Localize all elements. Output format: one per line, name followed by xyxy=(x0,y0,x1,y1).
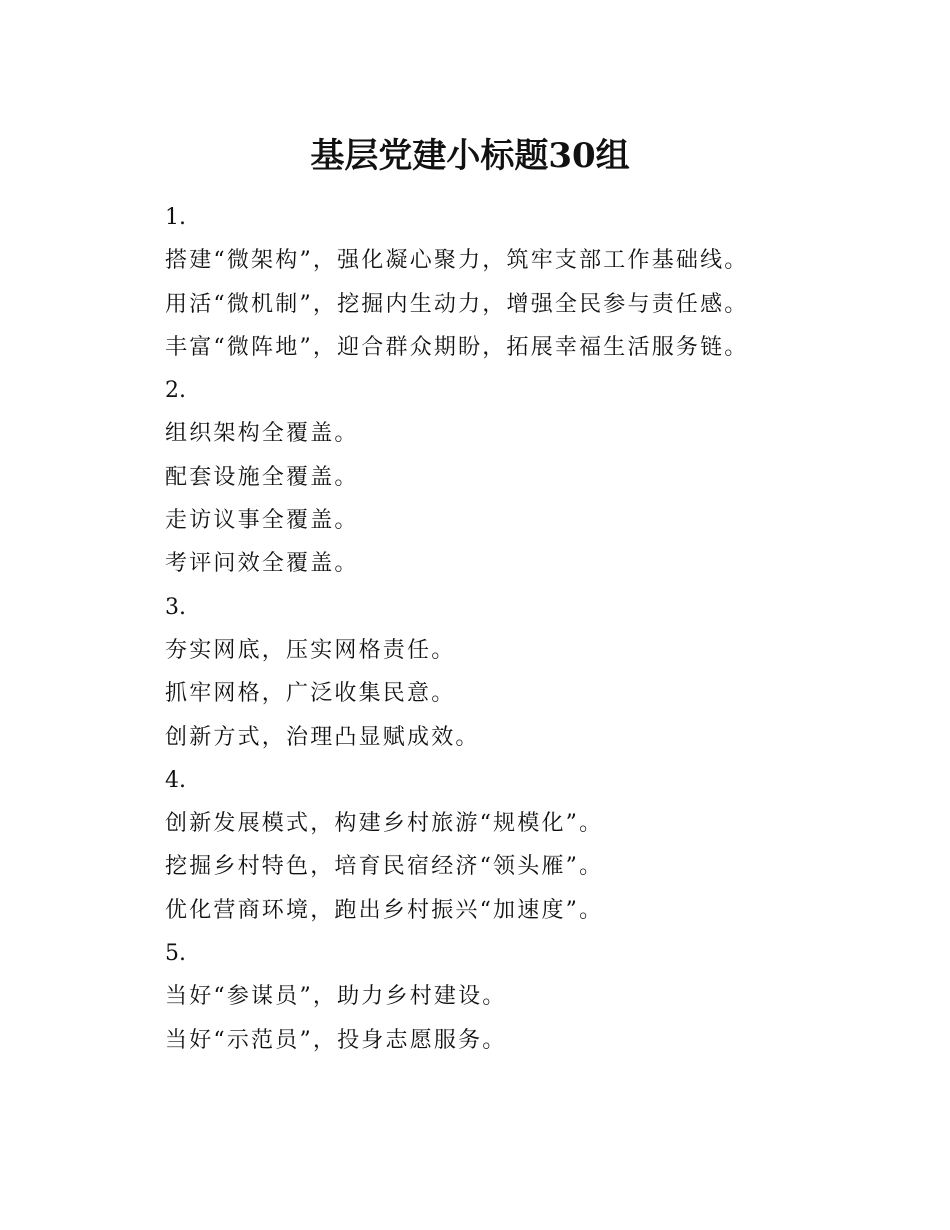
body-line: 创新发展模式，构建乡村旅游“规模化”。 xyxy=(165,811,604,837)
document-title: 基层党建小标题30组 xyxy=(310,136,630,176)
body-line: 配套设施全覆盖。 xyxy=(165,464,359,490)
body-line: 夯实网底，压实网格责任。 xyxy=(165,637,456,663)
body-line: 丰富“微阵地”，迎合群众期盼，拓展幸福生活服务链。 xyxy=(165,334,749,360)
body-line: 用活“微机制”，挖掘内生动力，增强全民参与责任感。 xyxy=(165,291,749,317)
group-number-4: 4. xyxy=(165,767,186,793)
body-line: 走访议事全覆盖。 xyxy=(165,508,359,534)
group-number-3: 3. xyxy=(165,594,186,620)
body-line: 考评问效全覆盖。 xyxy=(165,551,359,577)
body-line: 抓牢网格，广泛收集民意。 xyxy=(165,681,456,707)
document-body xyxy=(165,196,885,1062)
group-number-5: 5. xyxy=(165,941,186,967)
body-line: 优化营商环境，跑出乡村振兴“加速度”。 xyxy=(165,897,604,923)
body-line: 组织架构全覆盖。 xyxy=(165,421,359,447)
body-line: 挖掘乡村特色，培育民宿经济“领头雁”。 xyxy=(165,854,604,880)
body-line: 搭建“微架构”，强化凝心聚力，筑牢支部工作基础线。 xyxy=(165,248,749,274)
body-line: 当好“参谋员”，助力乡村建设。 xyxy=(165,984,507,1010)
group-number-1: 1. xyxy=(165,205,186,230)
group-number-2: 2. xyxy=(165,378,186,404)
body-line: 创新方式，治理凸显赋成效。 xyxy=(165,724,480,750)
body-line: 当好“示范员”，投身志愿服务。 xyxy=(165,1027,507,1053)
